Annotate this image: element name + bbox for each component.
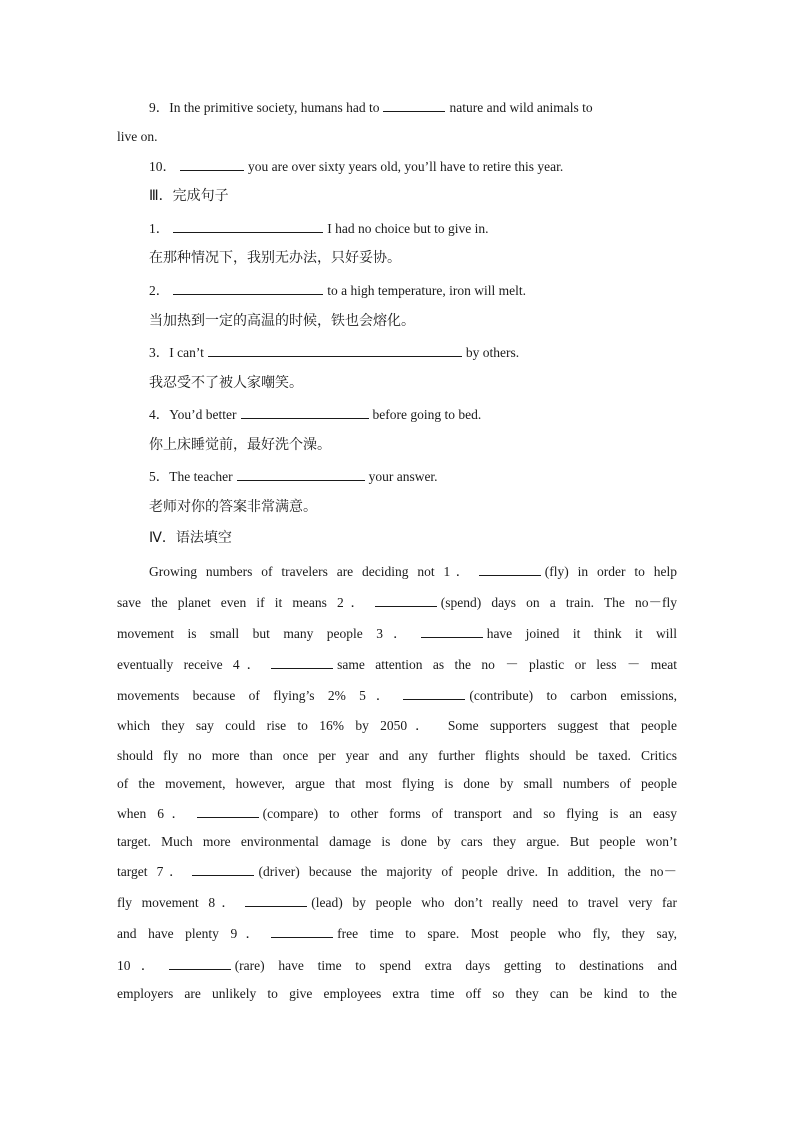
- question-9-line-1: 9．In the primitive society, humans had to nature and wild animals to: [149, 97, 593, 118]
- answer-blank[interactable]: [383, 97, 445, 112]
- passage-blank-7[interactable]: [192, 861, 254, 876]
- passage-line-4: eventually receive 4． same attention as the no － plastic or less － meat: [117, 654, 677, 675]
- s3-item-3: 3．I can’t by others.: [149, 342, 519, 363]
- s3-item-1: 1． I had no choice but to give in.: [149, 218, 488, 239]
- s3-item-5-translation: 老师对你的答案非常满意。: [149, 499, 317, 515]
- passage-line-9: when 6． (compare) to other forms of transport and so flying is an easy: [117, 803, 677, 824]
- passage-line-11: target 7． (driver) because the majority of people drive. In addition, the no－: [117, 861, 677, 882]
- passage-blank-2[interactable]: [375, 592, 437, 607]
- s3-item-5: 5．The teacher your answer.: [149, 466, 438, 487]
- section-4-heading: Ⅳ．语法填空: [149, 530, 232, 546]
- passage-line-15: employers are unlikely to give employees extra time off so they can be kind to the: [117, 986, 677, 1001]
- question-9-line-2: live on.: [117, 129, 158, 144]
- passage-blank-1[interactable]: [479, 561, 541, 576]
- passage-line-10: target. Much more environmental damage is done by cars they argue. But people won’t: [117, 834, 677, 849]
- passage-line-5: movements because of flying’s 2% 5． (contribute) to carbon emissions,: [117, 685, 677, 706]
- passage-line-3: movement is small but many people 3． have joined it think it will: [117, 623, 677, 644]
- answer-blank[interactable]: [173, 218, 323, 233]
- answer-blank[interactable]: [237, 466, 365, 481]
- answer-blank[interactable]: [208, 342, 462, 357]
- passage-line-8: of the movement, however, argue that most flying is done by small numbers of people: [117, 776, 677, 791]
- passage-line-7: should fly no more than once per year and any further flights should be taxed. Critics: [117, 748, 677, 763]
- passage-line-1: Growing numbers of travelers are deciding not 1． (fly) in order to help: [149, 561, 677, 582]
- s3-item-1-translation: 在那种情况下，我别无办法，只好妥协。: [149, 250, 401, 266]
- passage-blank-9[interactable]: [271, 923, 333, 938]
- passage-line-6: which they say could rise to 16% by 2050． Some supporters suggest that people: [117, 718, 677, 733]
- s3-item-4: 4．You’d better before going to bed.: [149, 404, 481, 425]
- passage-blank-3[interactable]: [421, 623, 483, 638]
- passage-line-13: and have plenty 9． free time to spare. Most people who fly, they say,: [117, 923, 677, 944]
- passage-blank-10[interactable]: [169, 955, 231, 970]
- passage-line-2: save the planet even if it means 2． (spend) days on a train. The no－fly: [117, 592, 677, 613]
- section-3-heading: Ⅲ．完成句子: [149, 188, 229, 204]
- passage-blank-8[interactable]: [245, 892, 307, 907]
- passage-line-12: fly movement 8． (lead) by people who don’t really need to travel very far: [117, 892, 677, 913]
- passage-line-14: 10． (rare) have time to spend extra days getting to destinations and: [117, 955, 677, 976]
- passage-blank-6[interactable]: [197, 803, 259, 818]
- answer-blank[interactable]: [180, 156, 244, 171]
- s3-item-3-translation: 我忍受不了被人家嘲笑。: [149, 375, 303, 391]
- s3-item-2-translation: 当加热到一定的高温的时候，铁也会熔化。: [149, 313, 415, 329]
- passage-blank-4[interactable]: [271, 654, 333, 669]
- answer-blank[interactable]: [241, 404, 369, 419]
- passage-blank-5[interactable]: [403, 685, 465, 700]
- s3-item-2: 2． to a high temperature, iron will melt.: [149, 280, 526, 301]
- question-10: 10． you are over sixty years old, you’ll have to retire this year.: [149, 156, 563, 177]
- answer-blank[interactable]: [173, 280, 323, 295]
- s3-item-4-translation: 你上床睡觉前，最好洗个澡。: [149, 437, 331, 453]
